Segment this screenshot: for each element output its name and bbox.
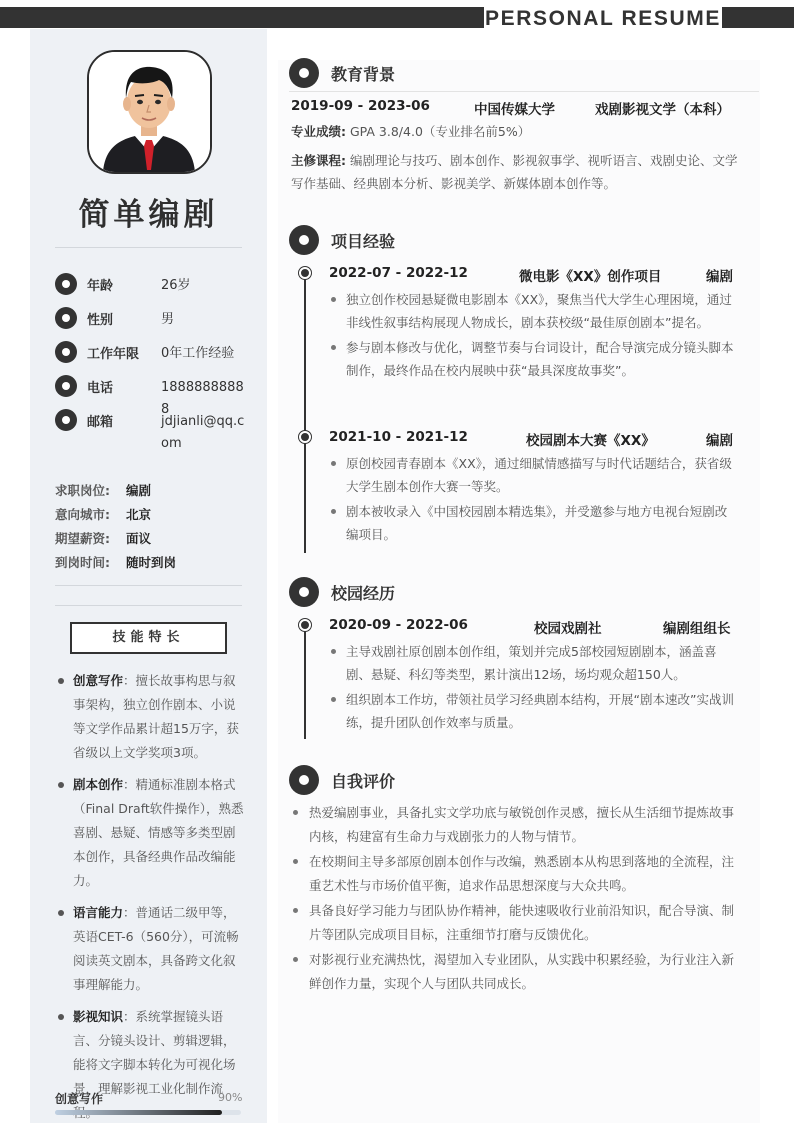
info-label: 邮箱 — [87, 415, 114, 430]
bullet-item: 参与剧本修改与优化，调整节奏与台词设计，配合导演完成分镜头脚本制作，最终作品在校内展映中获“最具深度故事奖”。 — [329, 336, 734, 382]
score-label: 专业成绩: — [291, 124, 346, 139]
section-divider — [289, 91, 759, 92]
banner-bar-right — [722, 7, 794, 28]
bullet-item: 剧本被收录入《中国校园剧本精选集》，并受邀参与地方电视台短剧改编项目。 — [329, 500, 734, 546]
skill-text: ：擅长故事构思与叙事架构，独立创作剧本、小说等文学作品累计超15万字，获省级以上文学奖项3项。 — [73, 673, 239, 760]
education-school: 中国传媒大学 — [474, 102, 555, 118]
skill-bar-fill — [55, 1110, 222, 1115]
section-heading: 教育背景 — [331, 65, 396, 84]
bullet-item: 独立创作校园悬疑微电影剧本《XX》，聚焦当代大学生心理困境，通过非线性叙事结构展现人物成长，剧本获校级“最佳原创剧本”提名。 — [329, 288, 734, 334]
bullet-item: 原创校园青春剧本《XX》，通过细腻情感描写与时代话题结合，获省级大学生剧本创作大赛一等奖。 — [329, 452, 734, 498]
section-heading: 项目经验 — [331, 232, 396, 251]
info-value: 男 — [161, 312, 175, 327]
campus-bullets — [329, 640, 734, 736]
sidebar-divider — [55, 605, 242, 606]
banner-bar-left — [0, 7, 484, 28]
campus-org: 校园戏剧社 — [534, 621, 602, 637]
self-eval-item: 在校期间主导多部原创剧本创作与改编，熟悉剧本从构思到落地的全流程，注重艺术性与市场价值平衡，追求作品思想深度与大众共鸣。 — [291, 850, 736, 897]
self-eval-item: 热爱编剧事业，具备扎实文学功底与敏锐创作灵感，擅长从生活细节提炼故事内核，构建富有生命力与戏剧张力的人物与情节。 — [291, 801, 736, 848]
education-score — [291, 120, 741, 143]
timeline-dot — [299, 431, 311, 443]
info-label: 性别 — [87, 313, 114, 328]
banner-title: PERSONAL RESUME — [485, 7, 721, 30]
age-icon — [55, 273, 77, 295]
job-value: 面议 — [126, 531, 152, 546]
skill-name: 剧本创作 — [73, 777, 124, 792]
skill-name: 影视知识 — [73, 1009, 124, 1024]
section-dot-icon — [289, 765, 319, 795]
section-dot-icon — [289, 225, 319, 255]
info-label: 年龄 — [87, 279, 114, 294]
self-eval-item: 对影视行业充满热忱，渴望加入专业团队，从实践中积累经验，为行业注入新鲜创作力量，实现个人与团队共同成长。 — [291, 948, 736, 995]
skill-bar-track — [55, 1110, 241, 1115]
info-label: 电话 — [87, 381, 114, 396]
project-name: 微电影《XX》创作项目 — [519, 269, 662, 285]
skills-heading: 技能特长 — [70, 622, 227, 654]
section-dot-icon — [289, 577, 319, 607]
job-label: 期望薪资: — [55, 531, 110, 546]
skill-item — [55, 901, 245, 997]
skill-item — [55, 1005, 245, 1125]
job-row-availability — [55, 553, 177, 571]
skill-text: ：普通话二级甲等，英语CET-6（560分），可流畅阅读英文剧本，具备跨文化叙事理解能力。 — [73, 905, 239, 992]
skill-item — [55, 669, 245, 765]
score-value: GPA 3.8/4.0（专业排名前5%） — [346, 124, 531, 139]
bullet-item: 主导戏剧社原创剧本创作组，策划并完成5部校园短剧剧本，涵盖喜剧、悬疑、科幻等类型，累计演出12场，场均观众超150人。 — [329, 640, 734, 686]
skill-text: ：系统掌握镜头语言、分镜头设计、剪辑逻辑，能将文字脚本转化为可视化场景，理解影视工业化制作流 — [73, 1009, 236, 1096]
info-label: 工作年限 — [87, 347, 140, 362]
job-label: 意向城市: — [55, 507, 110, 522]
sidebar — [30, 29, 267, 1123]
skill-bar-label: 创意写作 — [55, 1092, 104, 1106]
job-row-salary — [55, 529, 152, 547]
job-row-city — [55, 505, 152, 523]
timeline-dot — [299, 619, 311, 631]
skill-bar-percent: 90% — [218, 1091, 243, 1104]
project-period: 2021-10 - 2021-12 — [329, 429, 468, 445]
phone-icon — [55, 375, 77, 397]
job-value: 北京 — [126, 507, 152, 522]
project-period: 2022-07 - 2022-12 — [329, 265, 468, 281]
job-label: 求职岗位: — [55, 483, 110, 498]
project-bullets — [329, 452, 734, 548]
sidebar-divider — [55, 247, 242, 248]
education-period: 2019-09 - 2023-06 — [291, 98, 430, 114]
campus-period: 2020-09 - 2022-06 — [329, 617, 468, 633]
self-eval-list — [291, 801, 736, 997]
project-name: 校园剧本大赛《XX》 — [526, 433, 655, 449]
candidate-name: 简单编剧 — [78, 197, 219, 233]
info-value: 18888888888 — [161, 380, 244, 417]
gender-icon — [55, 307, 77, 329]
info-value: jdjianli@qq.com — [161, 414, 245, 451]
main-content — [268, 29, 794, 1123]
skill-name: 语言能力 — [73, 905, 124, 920]
avatar-portrait — [89, 52, 210, 172]
campus-timeline — [304, 621, 306, 739]
skills-list — [55, 669, 245, 1133]
job-label: 到岗时间: — [55, 555, 110, 570]
experience-icon — [55, 341, 77, 363]
job-value: 随时到岗 — [126, 555, 177, 570]
courses-label: 主修课程: — [291, 153, 346, 168]
info-value: 26岁 — [161, 278, 191, 293]
self-eval-item: 具备良好学习能力与团队协作精神，能快速吸收行业前沿知识，配合导演、制片等团队完成项目目标，注重细节打磨与反馈优化。 — [291, 899, 736, 946]
campus-role: 编剧组组长 — [663, 621, 731, 637]
info-value: 0年工作经验 — [161, 346, 235, 361]
skill-name: 创意写作 — [73, 673, 124, 688]
education-major: 戏剧影视文学（本科） — [595, 102, 730, 118]
timeline-dot — [299, 267, 311, 279]
section-heading: 自我评价 — [331, 772, 396, 791]
job-row-position — [55, 481, 152, 499]
section-dot-icon — [289, 58, 319, 88]
project-bullets — [329, 288, 734, 384]
avatar — [87, 50, 212, 174]
sidebar-divider — [55, 585, 242, 586]
project-timeline — [304, 268, 306, 553]
email-icon — [55, 409, 77, 431]
skill-item — [55, 773, 245, 893]
section-heading: 校园经历 — [331, 584, 396, 603]
project-role: 编剧 — [706, 433, 733, 449]
project-role: 编剧 — [706, 269, 733, 285]
job-value: 编剧 — [126, 483, 152, 498]
skill-text: ：精通标准剧本格式（Final Draft软件操作），熟悉喜剧、悬疑、情感等多类型剧本创作，具备经典作品改编能力。 — [73, 777, 244, 888]
education-courses — [291, 149, 741, 195]
bullet-item: 组织剧本工作坊，带领社员学习经典剧本结构，开展“剧本速改”实战训练，提升团队创作效率与质量。 — [329, 688, 734, 734]
courses-value: 编剧理论与技巧、剧本创作、影视叙事学、视听语言、戏剧史论、文学写作基础、经典剧本分析、影视美学、新媒体剧本创作等。 — [291, 153, 738, 191]
